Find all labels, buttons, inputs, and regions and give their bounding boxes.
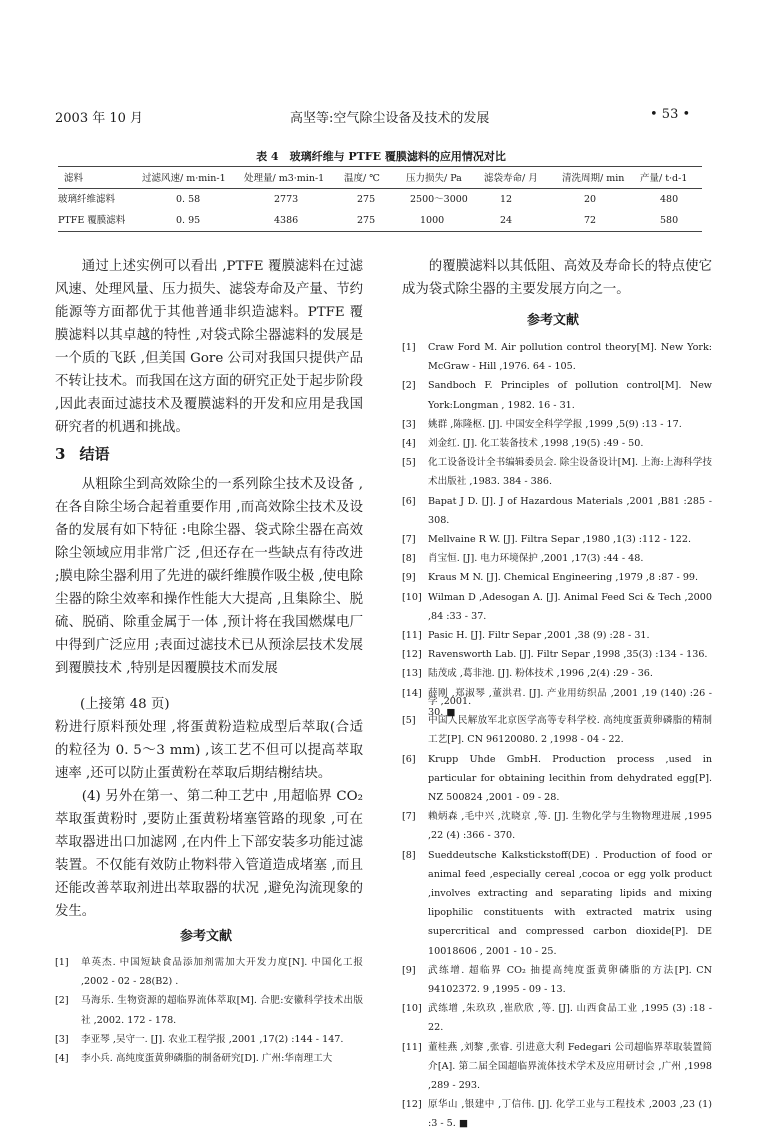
table-header-cell: 处理量/ m3·min-1 bbox=[244, 173, 325, 184]
table-cell: 12 bbox=[500, 194, 513, 205]
table-header-cell: 压力损失/ Pa bbox=[406, 173, 462, 184]
reference-item bbox=[55, 953, 363, 991]
reference-text: Sueddeutsche Kalkstickstoff(DE) . Production of food or animal feed ,especially cereal ,cocoa or egg yolk product ,involves extracting and separating lipids and mixing lipophilic constituents with extracted matrix using supercritical and compressed carbon dioxide[P]. DE 10018606 , 2001 - 10 - 25. bbox=[428, 849, 712, 957]
reference-number: [11] bbox=[402, 1041, 422, 1053]
reference-list bbox=[402, 338, 712, 722]
reference-text: 化工设备设计全书编辑委员会. 除尘设备设计[M]. 上海:上海科学技术出版社 ,1983. 384 - 386. bbox=[428, 457, 712, 488]
reference-item bbox=[402, 434, 712, 453]
reference-item bbox=[402, 961, 712, 999]
section-heading bbox=[55, 443, 109, 464]
table-cell: 24 bbox=[500, 215, 513, 226]
header-date: 2003 年 10 月 bbox=[55, 111, 144, 126]
reference-item bbox=[402, 664, 712, 683]
reference-number: [6] bbox=[402, 753, 416, 765]
body-paragraph bbox=[55, 716, 363, 923]
table-cell: 20 bbox=[584, 194, 597, 205]
reference-number: [14] bbox=[402, 687, 422, 699]
reference-item bbox=[55, 991, 363, 1029]
paragraph-text: 通过上述实例可以看出 ,PTFE 覆膜滤料在过滤风速、处理风量、压力损失、滤袋寿命及产量、节约能源等方面都优于其他普通非织造滤料。PTFE 覆膜滤料以其卓越的特性 ,对袋式除尘器滤料的发展是一个质的飞跃 ,但美国 Gore 公司对我国只提供产品不转让技术。而我国在这方面的研究正处于起步阶段 ,因此表面过滤技术及覆膜滤料的开发和应用是我国研究者的机遇和挑战。 bbox=[55, 259, 363, 435]
table-header-cell: 滤料 bbox=[64, 173, 84, 184]
reference-text: 中国人民解放军北京医学高等专科学校. 高纯度蛋黄卵磷脂的精制工艺[P]. CN 96120080. 2 ,1998 - 04 - 22. bbox=[428, 715, 712, 746]
reference-number: [7] bbox=[402, 811, 416, 823]
reference-number: [10] bbox=[402, 591, 422, 603]
table-cell: 2500～3000 bbox=[410, 194, 468, 205]
reference-item bbox=[402, 530, 712, 549]
reference-number: [8] bbox=[402, 553, 416, 565]
reference-item bbox=[402, 453, 712, 491]
reference-text: Craw Ford M. Air pollution control theory[M]. New York: McGraw - Hill ,1976. 64 - 105. bbox=[428, 342, 712, 373]
reference-item bbox=[402, 645, 712, 664]
table-header-cell: 过滤风速/ m·min-1 bbox=[142, 173, 226, 184]
table-header-cell: 滤袋寿命/ 月 bbox=[484, 173, 538, 184]
table-cell: 72 bbox=[584, 215, 597, 226]
table-cell: 玻璃纤维滤料 bbox=[58, 194, 116, 205]
reference-item bbox=[402, 1095, 712, 1133]
reference-item bbox=[402, 626, 712, 645]
reference-item bbox=[402, 711, 712, 749]
reference-item bbox=[402, 999, 712, 1037]
table-cell: 275 bbox=[357, 215, 376, 226]
reference-item bbox=[402, 492, 712, 530]
reference-number: [10] bbox=[402, 1003, 422, 1015]
header-page-number: • 53 • bbox=[650, 107, 691, 122]
section-number: 3 bbox=[55, 445, 66, 463]
reference-text: Krupp Uhde GmbH. Production process ,used in particular for obtaining lecithin from dehydrated egg[P]. NZ 500824 ,2001 - 09 - 28. bbox=[428, 753, 712, 804]
reference-text: Pasic H. [J]. Filtr Separ ,2001 ,38 (9) :28 - 31. bbox=[428, 630, 650, 642]
table-cell: 0. 95 bbox=[176, 215, 201, 226]
reference-number: [1] bbox=[402, 342, 416, 353]
reference-text: 单英杰. 中国短缺食品添加剂需加大开发力度[N]. 中国化工报 ,2002 - 02 - 28(B2) . bbox=[81, 957, 363, 988]
table-caption: 表 4 玻璃纤维与 PTFE 覆膜滤料的应用情况对比 bbox=[256, 150, 506, 163]
reference-text: 李小兵. 高纯度蛋黄卵磷脂的制备研究[D]. 广州:华南理工大 bbox=[81, 1053, 333, 1065]
table-cell: 0. 58 bbox=[176, 194, 201, 205]
reference-text: Sandboch F. Principles of pollution control[M]. New York:Longman , 1982. 16 - 31. bbox=[428, 380, 712, 411]
reference-item bbox=[402, 338, 712, 376]
table-cell: 275 bbox=[357, 194, 376, 205]
reference-text: 刘金红. [J]. 化工装备技术 ,1998 ,19(5) :49 - 50. bbox=[428, 438, 644, 450]
paragraph-text: 粉进行原料预处理 ,将蛋黄粉造粒成型后萃取(合适的粒径为 0. 5～3 mm) ,该工艺不但可以提高萃取速率 ,还可以防止蛋黄粉在萃取后期结榭结块。 bbox=[55, 720, 363, 781]
table-row bbox=[58, 189, 702, 210]
reference-item bbox=[402, 807, 712, 845]
table-header-row bbox=[58, 168, 702, 189]
reference-list bbox=[55, 953, 363, 1068]
table-cell: 4386 bbox=[274, 215, 299, 226]
reference-text: 原华山 ,银建中 ,丁信伟. [J]. 化学工业与工程技术 ,2003 ,23 (1) :3 - 5. ■ bbox=[428, 1099, 712, 1130]
reference-item bbox=[402, 846, 712, 961]
reference-text: 马海乐. 生物资源的超临界流体萃取[M]. 合肥:安徽科学技术出版社 ,2002. 172 - 178. bbox=[81, 995, 363, 1026]
reference-number: [6] bbox=[402, 495, 416, 507]
reference-text: Bapat J D. [J]. J of Hazardous Materials ,2001 ,B81 :285 - 308. bbox=[428, 495, 712, 526]
table-cell: 2773 bbox=[274, 194, 299, 205]
references-title: 参考文献 bbox=[527, 313, 580, 328]
reference-text: 陆茂成 ,葛非池. [J]. 粉体技术 ,1996 ,2(4) :29 - 36. bbox=[428, 668, 653, 680]
reference-number: [12] bbox=[402, 1099, 422, 1111]
reference-number: [9] bbox=[402, 572, 416, 584]
table-cell: 480 bbox=[660, 194, 679, 205]
reference-text: 李亚琴 ,吴守一. [J]. 农业工程学报 ,2001 ,17(2) :144 - 147. bbox=[81, 1033, 344, 1045]
reference-text: 武练增 ,朱玖玖 ,崔欣欣 ,等. [J]. 山西食品工业 ,1995 (3) :18 - 22. bbox=[428, 1003, 712, 1034]
reference-text: 武练增. 超临界 CO₂ 抽提高纯度蛋黄卵磷脂的方法[P]. CN 94102372. 9 ,1995 - 09 - 13. bbox=[428, 964, 712, 996]
reference-text: Kraus M N. [J]. Chemical Engineering ,1979 ,8 :87 - 99. bbox=[428, 572, 699, 584]
reference-number: [8] bbox=[402, 849, 416, 861]
reference-item bbox=[402, 568, 712, 587]
table-cell: 580 bbox=[660, 215, 679, 226]
reference-item bbox=[402, 750, 712, 808]
reference-text: Wilman D ,Adesogan A. [J]. Animal Feed Sci & Tech ,2000 ,84 :33 - 37. bbox=[428, 591, 712, 622]
paragraph-text: (4) 另外在第一、第二种工艺中 ,用超临界 CO₂ 萃取蛋黄粉时 ,要防止蛋黄粉堵塞管路的现象 ,可在萃取器进出口加滤网 ,在内件上下部安装多功能过滤装置。不仅能有效防止物料带入管道造成堵塞 ,而且还能改善萃取剂进出萃取器的状况 ,避免沟流现象的发生。 bbox=[55, 789, 363, 919]
comparison-table bbox=[58, 168, 702, 231]
header-title: 高坚等:空气除尘设备及技术的发展 bbox=[290, 111, 490, 126]
reference-number: [2] bbox=[402, 380, 416, 392]
table-cell: PTFE 覆膜滤料 bbox=[58, 215, 126, 226]
section-title: 结语 bbox=[79, 445, 110, 463]
reference-item bbox=[55, 1030, 363, 1049]
reference-number: [4] bbox=[55, 1053, 69, 1065]
reference-item bbox=[55, 1049, 363, 1068]
reference-number: [11] bbox=[402, 630, 422, 642]
reference-text: 肖宝恒. [J]. 电力环境保护 ,2001 ,17(3) :44 - 48. bbox=[428, 553, 644, 565]
reference-number: [5] bbox=[402, 715, 416, 727]
body-paragraph bbox=[402, 255, 712, 301]
reference-number: [9] bbox=[402, 964, 416, 976]
reference-text: 姚群 ,陈隆枢. [J]. 中国安全科学学报 ,1999 ,5(9) :13 - 17. bbox=[428, 418, 682, 430]
table-row bbox=[58, 210, 702, 231]
reference-text: 董桂燕 ,刘黎 ,张睿. 引进意大利 Fedegari 公司超临界萃取装置简介[A]. 第二届全国超临界流体技术学术及应用研讨会 ,广州 ,1998 ,289 - 293. bbox=[428, 1041, 712, 1092]
reference-text: 薛刚 ,郑淑琴 ,董洪君. [J]. 产业用纺织品 ,2001 ,19 (140) :26 - 30. ■ bbox=[428, 687, 712, 718]
reference-item bbox=[402, 549, 712, 568]
paragraph-text: 从粗除尘到高效除尘的一系列除尘技术及设备 ,在各自除尘场合起着重要作用 ,而高效除尘技术及设备的发展有如下特征 :电除尘器、袋式除尘器在高效除尘领域应用非常广泛 ,但还存在一些缺点有待改进 ;膜电除尘器利用了先进的碳纤维膜作吸尘极 ,使电除尘器的除尘效率和操作性能大大提高 ,且集除尘、脱硫、脱硝、除重金属于一体 ,预计将在我国燃煤电厂中得到广泛应用 ;表面过滤技术已从预涂层技术发展到覆膜技术 ,特别是因覆膜技术而发展 bbox=[55, 477, 363, 676]
reference-number: [4] bbox=[402, 438, 416, 450]
reference-item bbox=[402, 376, 712, 414]
reference-number: [13] bbox=[402, 668, 422, 680]
continuation-note: (上接第 48 页) bbox=[80, 697, 170, 712]
reference-continuation: 学 ,2001. bbox=[428, 696, 472, 707]
table-bottom-rule bbox=[58, 231, 702, 232]
body-paragraph bbox=[55, 255, 363, 439]
reference-text: Ravensworth Lab. [J]. Filtr Separ ,1998 ,35(3) :134 - 136. bbox=[428, 649, 708, 661]
reference-number: [2] bbox=[55, 995, 69, 1007]
table-header-cell: 产量/ t·d-1 bbox=[640, 173, 688, 184]
reference-number: [5] bbox=[402, 457, 416, 469]
reference-number: [7] bbox=[402, 534, 416, 546]
reference-number: [3] bbox=[402, 418, 416, 430]
reference-item bbox=[402, 415, 712, 434]
reference-text: Mellvaine R W. [J]. Filtra Separ ,1980 ,1(3) :112 - 122. bbox=[428, 534, 692, 546]
reference-text: 赖炳森 ,毛中兴 ,沈晓京 ,等. [J]. 生物化学与生物物理进展 ,1995 ,22 (4) :366 - 370. bbox=[428, 811, 712, 842]
table-cell: 1000 bbox=[420, 215, 445, 226]
reference-number: [3] bbox=[55, 1033, 69, 1045]
table-header-cell: 温度/ ℃ bbox=[344, 173, 380, 184]
reference-item bbox=[402, 588, 712, 626]
reference-list bbox=[402, 692, 712, 1134]
table-top-rule bbox=[58, 166, 702, 167]
references-title: 参考文献 bbox=[180, 929, 233, 944]
paragraph-text: 的覆膜滤料以其低阻、高效及寿命长的特点使它成为袋式除尘器的主要发展方向之一。 bbox=[402, 259, 712, 297]
reference-number: [1] bbox=[55, 957, 69, 968]
table-header-cell: 清洗周期/ min bbox=[562, 173, 625, 184]
reference-number: [12] bbox=[402, 649, 422, 661]
body-paragraph bbox=[55, 473, 363, 680]
reference-item bbox=[402, 1038, 712, 1096]
